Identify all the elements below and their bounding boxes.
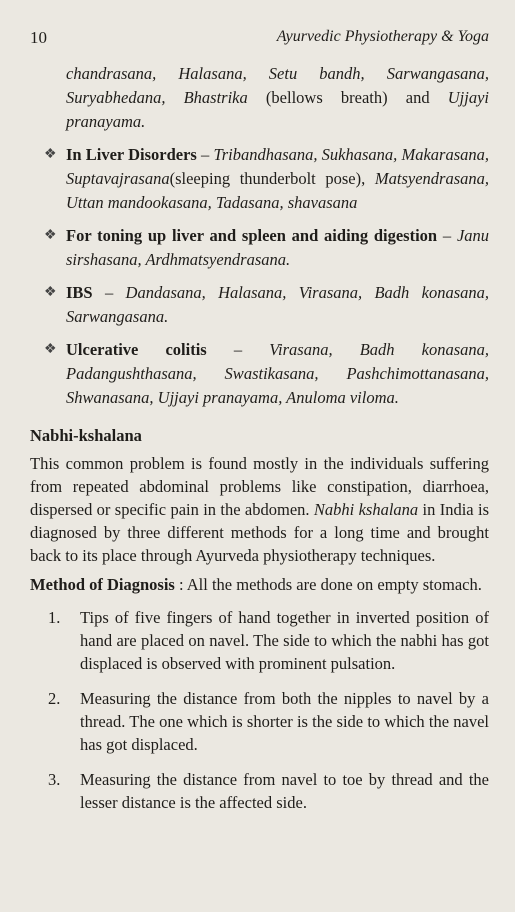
asana-list: chandrasana, Halasana, Setu bandh, Sarwangasana, Suryabhedana, Bhastrika: [66, 64, 489, 107]
diamond-bullet-icon: ❖: [44, 147, 57, 162]
pranayama-name: Ujjayi pranayama.: [66, 88, 489, 131]
method-text: : All the methods are done on empty stomach.: [174, 575, 482, 594]
disorder-list: [30, 143, 489, 410]
item-text: Tribandhasana, Sukhasana, Makarasana, Suptavajrasana: [66, 145, 489, 188]
running-title: Ayurvedic Physiotherapy & Yoga: [276, 28, 489, 45]
diagnosis-steps: [30, 606, 489, 814]
step-item: [48, 606, 489, 675]
item-text: Janu sirshasana, Ardhmatsyendrasana.: [66, 226, 490, 269]
page-number: 10: [30, 28, 47, 47]
item-text: Dandasana, Halasana, Virasana, Badh konasana, Sarwangasana.: [66, 283, 489, 326]
step-number: 1.: [48, 608, 61, 627]
diamond-bullet-icon: ❖: [44, 342, 57, 357]
connector-text: (bellows breath) and: [247, 88, 448, 107]
term-italic: Nabhi kshalana: [313, 500, 419, 519]
continued-list-text: [66, 62, 489, 134]
method-paragraph: [30, 573, 489, 596]
item-label: For toning up liver and spleen and aiding digestion: [66, 226, 438, 245]
item-text-continued: Matsyendrasana, Uttan mandookasana, Tadasana, shavasana: [66, 169, 489, 212]
step-number: 3.: [48, 770, 61, 789]
list-item: ❖ In Liver Disorders – Tribandhasana, Sukhasana, Makarasana, Suptavajrasana(sleeping thunderbolt pose), Matsyendrasana, Uttan mandookasana, Tadasana, shavasana: [44, 145, 489, 212]
item-label: In Liver Disorders: [66, 145, 197, 164]
diamond-bullet-icon: ❖: [44, 228, 57, 243]
item-label: Ulcerative colitis: [66, 340, 207, 359]
step-text: Tips of five fingers of hand together in inverted position of hand are placed on navel. The side to which the nabhi has got displaced is observed with prominent pulsation.: [80, 608, 489, 673]
list-item: ❖ Ulcerative colitis – Virasana, Badh konasana, Padangushthasana, Swastikasana, Pashchimottanasana, Shwanasana, Ujjayi pranayama, Anuloma viloma.: [44, 340, 489, 407]
item-text: Virasana, Badh konasana, Padangushthasana, Swastikasana, Pashchimottanasana, Shwanasana, Ujjayi pranayama, Anuloma viloma.: [66, 340, 489, 407]
item-note: (sleeping thunderbolt pose),: [169, 169, 375, 188]
list-item: ❖ For toning up liver and spleen and aiding digestion – Janu sirshasana, Ardhmatsyendrasana.: [44, 226, 490, 269]
page-header: [30, 28, 489, 50]
list-item: ❖ IBS – Dandasana, Halasana, Virasana, Badh konasana, Sarwangasana.: [44, 283, 489, 326]
diamond-bullet-icon: ❖: [44, 285, 57, 300]
page-content: [30, 62, 489, 826]
body-paragraph: This common problem is found mostly in the individuals suffering from repeated abdominal problems like constipation, diarrhoea, dispersed or specific pain in the abdomen. Nabhi kshalana in India is diagnosed by three different methods for a long time and brought back to its place through Ayurveda physiotherapy techniques.: [30, 454, 489, 565]
step-item: [48, 768, 489, 814]
item-label: IBS: [66, 283, 93, 302]
step-number: 2.: [48, 689, 61, 708]
step-item: [48, 687, 489, 756]
step-text: Measuring the distance from both the nipples to navel by a thread. The one which is shorter is the side to which the navel has got displaced.: [80, 689, 489, 754]
section-heading: Nabhi-kshalana: [30, 426, 142, 445]
step-text: Measuring the distance from navel to toe by thread and the lesser distance is the affected side.: [80, 770, 489, 812]
method-label: Method of Diagnosis: [30, 575, 175, 594]
